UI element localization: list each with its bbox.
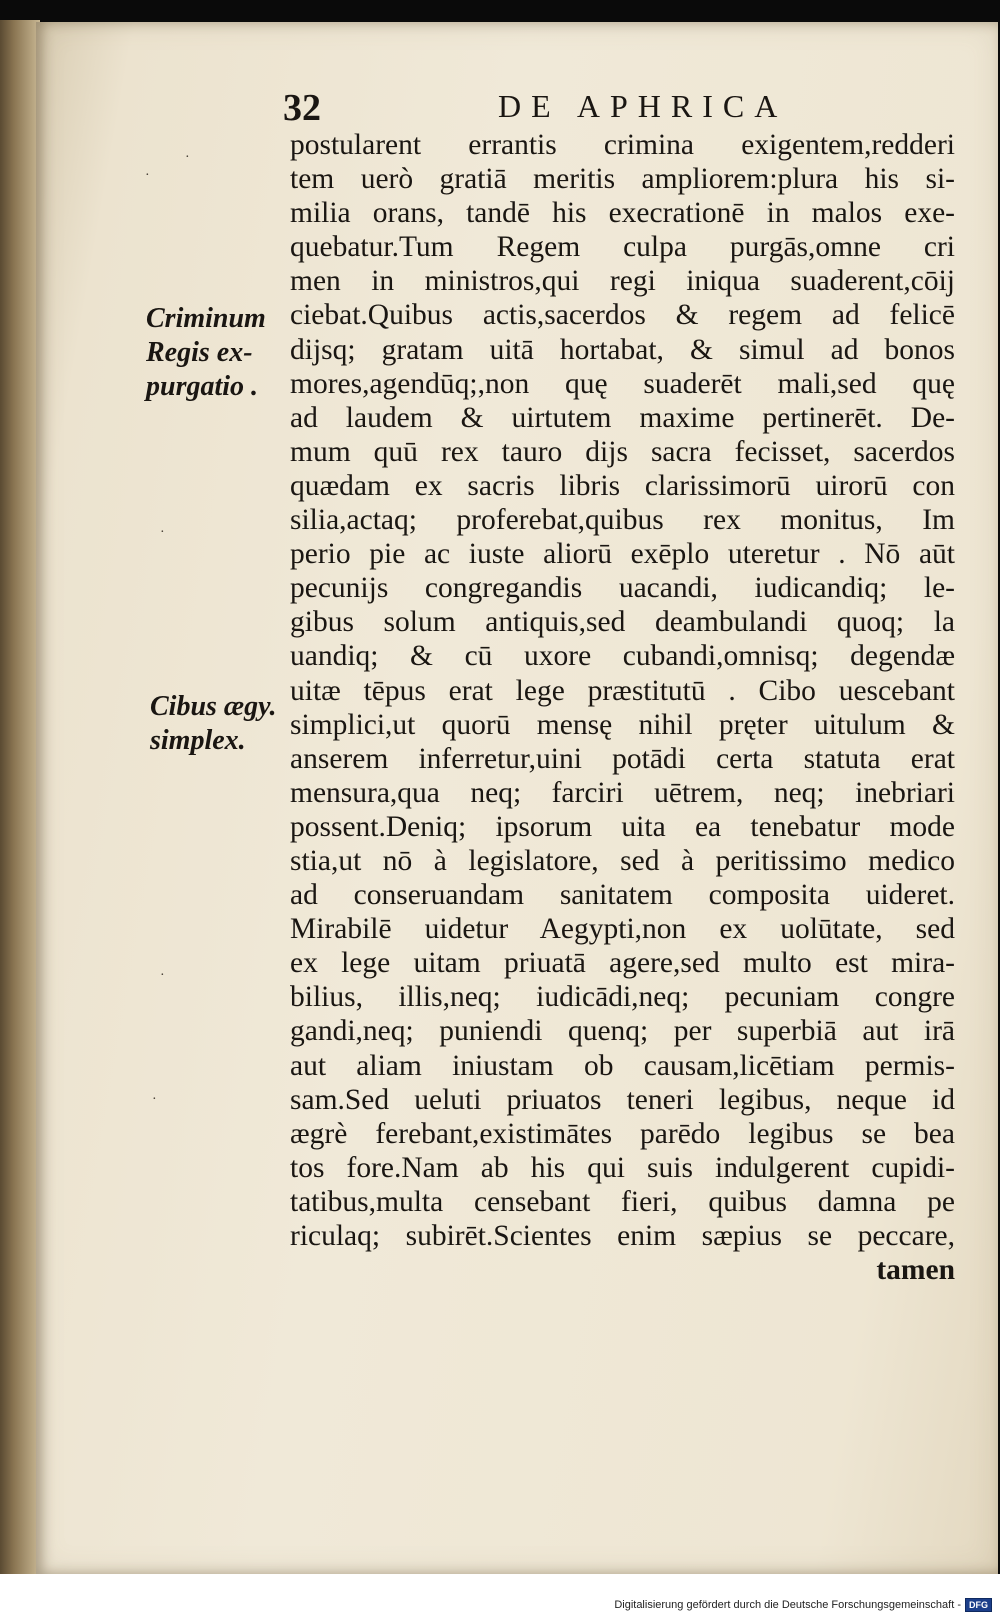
- text-line: anserem inferretur,uini potādi certa statuta erat: [290, 742, 955, 775]
- text-line: simplici,ut quorū mensę nihil pręter uitulum &: [290, 708, 955, 741]
- text-line: tem uerò gratiā meritis ampliorem:plura his si-: [290, 163, 955, 196]
- text-line: stia,ut nō à legislatore, sed à peritissimo medico: [290, 844, 955, 877]
- text-line: ad conseruandam sanitatem composita uideret.: [290, 879, 955, 912]
- marginal-line: purgatio .: [146, 371, 259, 402]
- text-line: ciebat.Quibus actis,sacerdos & regem ad felicē: [290, 299, 955, 332]
- ink-speck: ·: [145, 168, 150, 183]
- text-line: sam.Sed ueluti priuatos teneri legibus, neque id: [290, 1083, 955, 1116]
- text-line: quebatur.Tum Regem culpa purgās,omne cri: [290, 231, 955, 264]
- text-line: tos fore.Nam ab his qui suis indulgerent cupidi-: [290, 1151, 955, 1184]
- text-line: mensura,qua neq; farciri uētrem, neq; inebriari: [290, 776, 955, 809]
- body-text: [290, 128, 955, 1287]
- text-line: tatibus,multa censebant fieri, quibus damna pe: [290, 1185, 955, 1218]
- text-line: uandiq; & cū uxore cubandi,omnisq; degendæ: [290, 640, 955, 673]
- marginal-note-criminum: [146, 302, 266, 404]
- dfg-logo-icon: DFG: [965, 1598, 992, 1612]
- text-line: gibus solum antiquis,sed deambulandi quoq; la: [290, 606, 955, 639]
- text-line: postularent errantis crimina exigentem,redderi: [290, 129, 955, 161]
- text-line: Mirabilē uidetur Aegypti,non ex uolūtate, sed: [290, 913, 955, 946]
- text-line: pecunijs congregandis uacandi, iudicandiq; le-: [290, 572, 955, 605]
- ink-speck: ·: [160, 968, 165, 983]
- ink-speck: ·: [160, 525, 165, 540]
- marginal-line: simplex.: [150, 725, 246, 756]
- marginal-line: Criminum: [146, 303, 266, 334]
- marginal-note-cibus: [150, 690, 277, 758]
- text-line: ægrè ferebant,existimātes parēdo legibus se bea: [290, 1117, 955, 1150]
- ink-speck: ·: [185, 150, 190, 165]
- digitization-credit: [614, 1598, 992, 1612]
- text-line: ad laudem & uirtutem maxime pertinerēt. De-: [290, 401, 955, 434]
- text-line: silia,actaq; proferebat,quibus rex monitus, Im: [290, 504, 955, 537]
- text-line: perio pie ac iuste aliorū exēplo uteretur . Nō aūt: [290, 538, 955, 571]
- catchword: tamen: [876, 1254, 955, 1287]
- text-line: milia orans, tandē his execrationē in malos exe-: [290, 197, 955, 230]
- text-line: possent.Deniq; ipsorum uita ea tenebatur mode: [290, 810, 955, 843]
- running-head: DE APHRICA: [498, 88, 788, 124]
- page-number: 32: [283, 87, 321, 129]
- text-line: mum quū rex tauro dijs sacra fecisset, sacerdos: [290, 435, 955, 468]
- text-line: uitæ tēpus erat lege præstitutū . Cibo uescebant: [290, 674, 955, 707]
- text-line: aut aliam iniustam ob causam,licētiam permis-: [290, 1049, 955, 1082]
- marginal-line: Regis ex-: [146, 337, 253, 368]
- text-line: quædam ex sacris libris clarissimorū uirorū con: [290, 469, 955, 502]
- book-spine-edge: [0, 20, 40, 1580]
- ink-speck: ·: [152, 1092, 157, 1107]
- text-line: riculaq; subirēt.Scientes enim sæpius se peccare,: [290, 1220, 955, 1252]
- text-line: mores,agendūq;,non quę suaderēt mali,sed quę: [290, 367, 955, 400]
- text-line: men in ministros,qui regi iniqua suaderent,cōij: [290, 265, 955, 298]
- text-line: ex lege uitam priuatā agere,sed multo est mira-: [290, 947, 955, 980]
- text-line: dijsq; gratam uitā hortabat, & simul ad bonos: [290, 333, 955, 366]
- marginal-line: Cibus ægy.: [150, 691, 277, 722]
- text-line: bilius, illis,neq; iudicādi,neq; pecuniam congre: [290, 981, 955, 1014]
- text-line: gandi,neq; puniendi quenq; per superbiā aut irā: [290, 1015, 955, 1048]
- credit-text: Digitalisierung gefördert durch die Deutsche Forschungsgemeinschaft -: [614, 1599, 961, 1611]
